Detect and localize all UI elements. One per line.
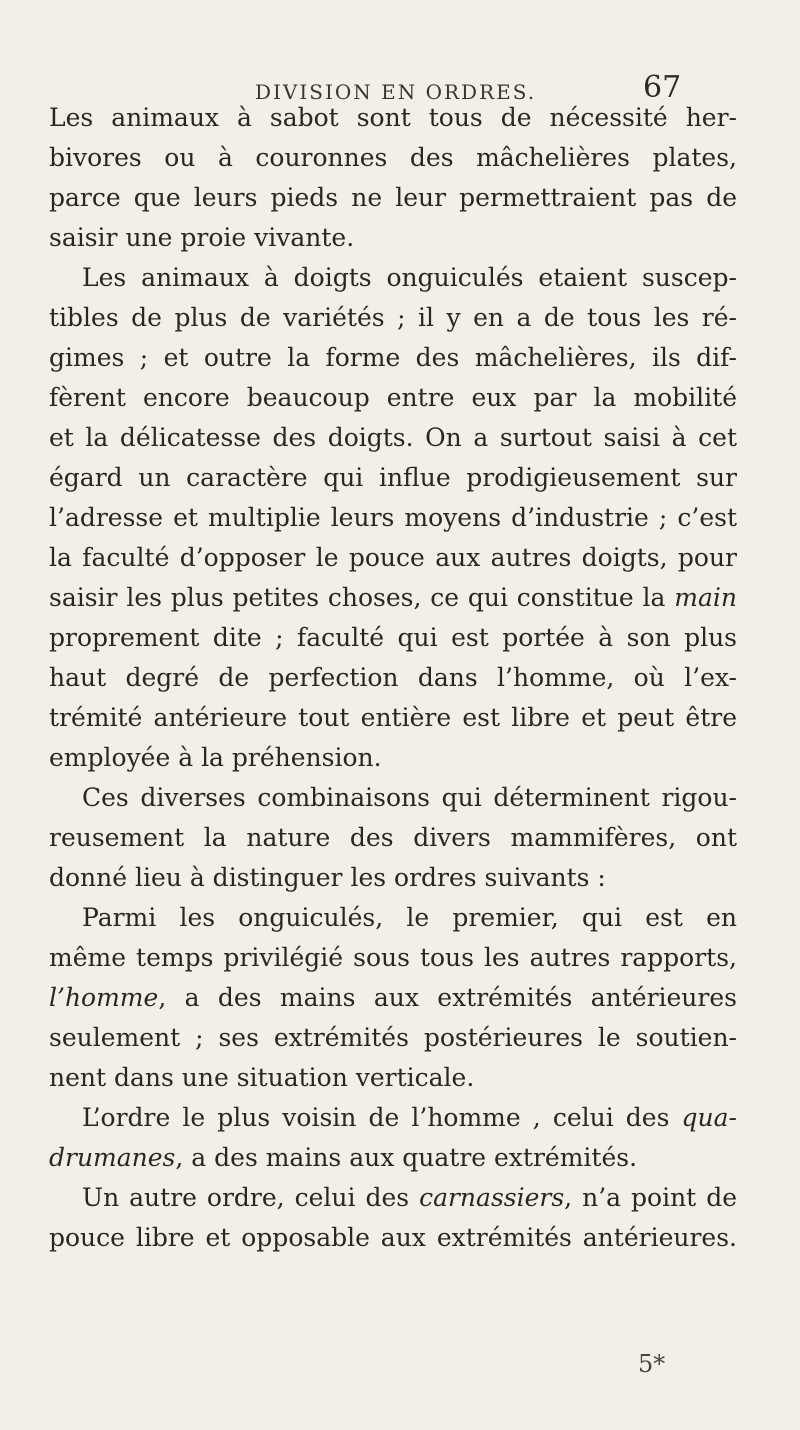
text-line: reusement la nature des divers mammifères, ont	[49, 823, 737, 852]
paragraph-start-line-with-italic	[82, 1102, 737, 1134]
text-line-with-italic	[49, 1142, 737, 1174]
paragraph-start-line: Parmi les onguiculés, le premier, qui est en	[82, 903, 737, 932]
text-line: donné lieu à distinguer les ordres suivants :	[49, 863, 606, 892]
text-line: et la délicatesse des doigts. On a surtout saisi à cet	[49, 423, 737, 452]
paragraph-start-line-with-italic	[82, 1182, 737, 1214]
text-line: nent dans une situation verticale.	[49, 1063, 475, 1092]
text-line: saisir une proie vivante.	[49, 223, 355, 252]
text-line: parce que leurs pieds ne leur permettraient pas de	[49, 183, 737, 212]
italic-term-main: main	[674, 583, 737, 612]
running-head: DIVISION EN ORDRES.	[255, 80, 537, 104]
italic-term-drumanes: drumanes	[49, 1143, 176, 1172]
italic-term-qua: qua-	[681, 1103, 737, 1132]
text-line: égard un caractère qui influe prodigieusement sur	[49, 463, 737, 492]
text-line: seulement ; ses extrémités postérieures le soutien-	[49, 1023, 737, 1052]
text-line: la faculté d’opposer le pouce aux autres doigts, pour	[49, 543, 737, 572]
italic-term-carnassiers: carnassiers	[419, 1183, 565, 1212]
text-segment: , n’a point de	[564, 1183, 737, 1212]
text-line-with-italic	[49, 582, 737, 614]
text-line: trémité antérieure tout entière est libre et peut être	[49, 703, 737, 732]
paragraph-start-line: Ces diverses combinaisons qui déterminent rigou-	[82, 783, 737, 812]
paragraph-start-line: Les animaux à doigts onguiculés etaient suscep-	[82, 263, 737, 292]
text-segment: , a des mains aux quatre extrémités.	[175, 1143, 638, 1172]
text-line-with-italic	[49, 982, 737, 1014]
text-line: l’adresse et multiplie leurs moyens d’industrie ; c’est	[49, 503, 737, 532]
text-line: même temps privilégié sous tous les autres rapports,	[49, 943, 737, 972]
text-line: haut degré de perfection dans l’homme, où l’ex-	[49, 663, 737, 692]
text-line: gimes ; et outre la forme des mâchelières, ils dif-	[49, 343, 737, 372]
text-segment: , a des mains aux extrémités antérieures	[158, 983, 737, 1012]
text-segment: L’ordre le plus voisin de l’homme , celui des	[82, 1103, 682, 1132]
text-segment: saisir les plus petites choses, ce qui constitue la	[49, 583, 675, 612]
text-segment: Un autre ordre, celui des	[82, 1183, 420, 1212]
page-number: 67	[643, 70, 682, 105]
italic-term-homme: l’homme	[49, 983, 159, 1012]
text-line: bivores ou à couronnes des mâchelières plates,	[49, 143, 737, 172]
text-line: Les animaux à sabot sont tous de nécessité her-	[49, 103, 737, 132]
signature-mark: 5*	[638, 1350, 666, 1378]
text-line: proprement dite ; faculté qui est portée à son plus	[49, 623, 737, 652]
text-line: tibles de plus de variétés ; il y en a de tous les ré-	[49, 303, 737, 332]
text-line: employée à la préhension.	[49, 743, 382, 772]
text-line: fèrent encore beaucoup entre eux par la mobilité	[49, 383, 737, 412]
text-line: pouce libre et opposable aux extrémités antérieures.	[49, 1223, 737, 1252]
